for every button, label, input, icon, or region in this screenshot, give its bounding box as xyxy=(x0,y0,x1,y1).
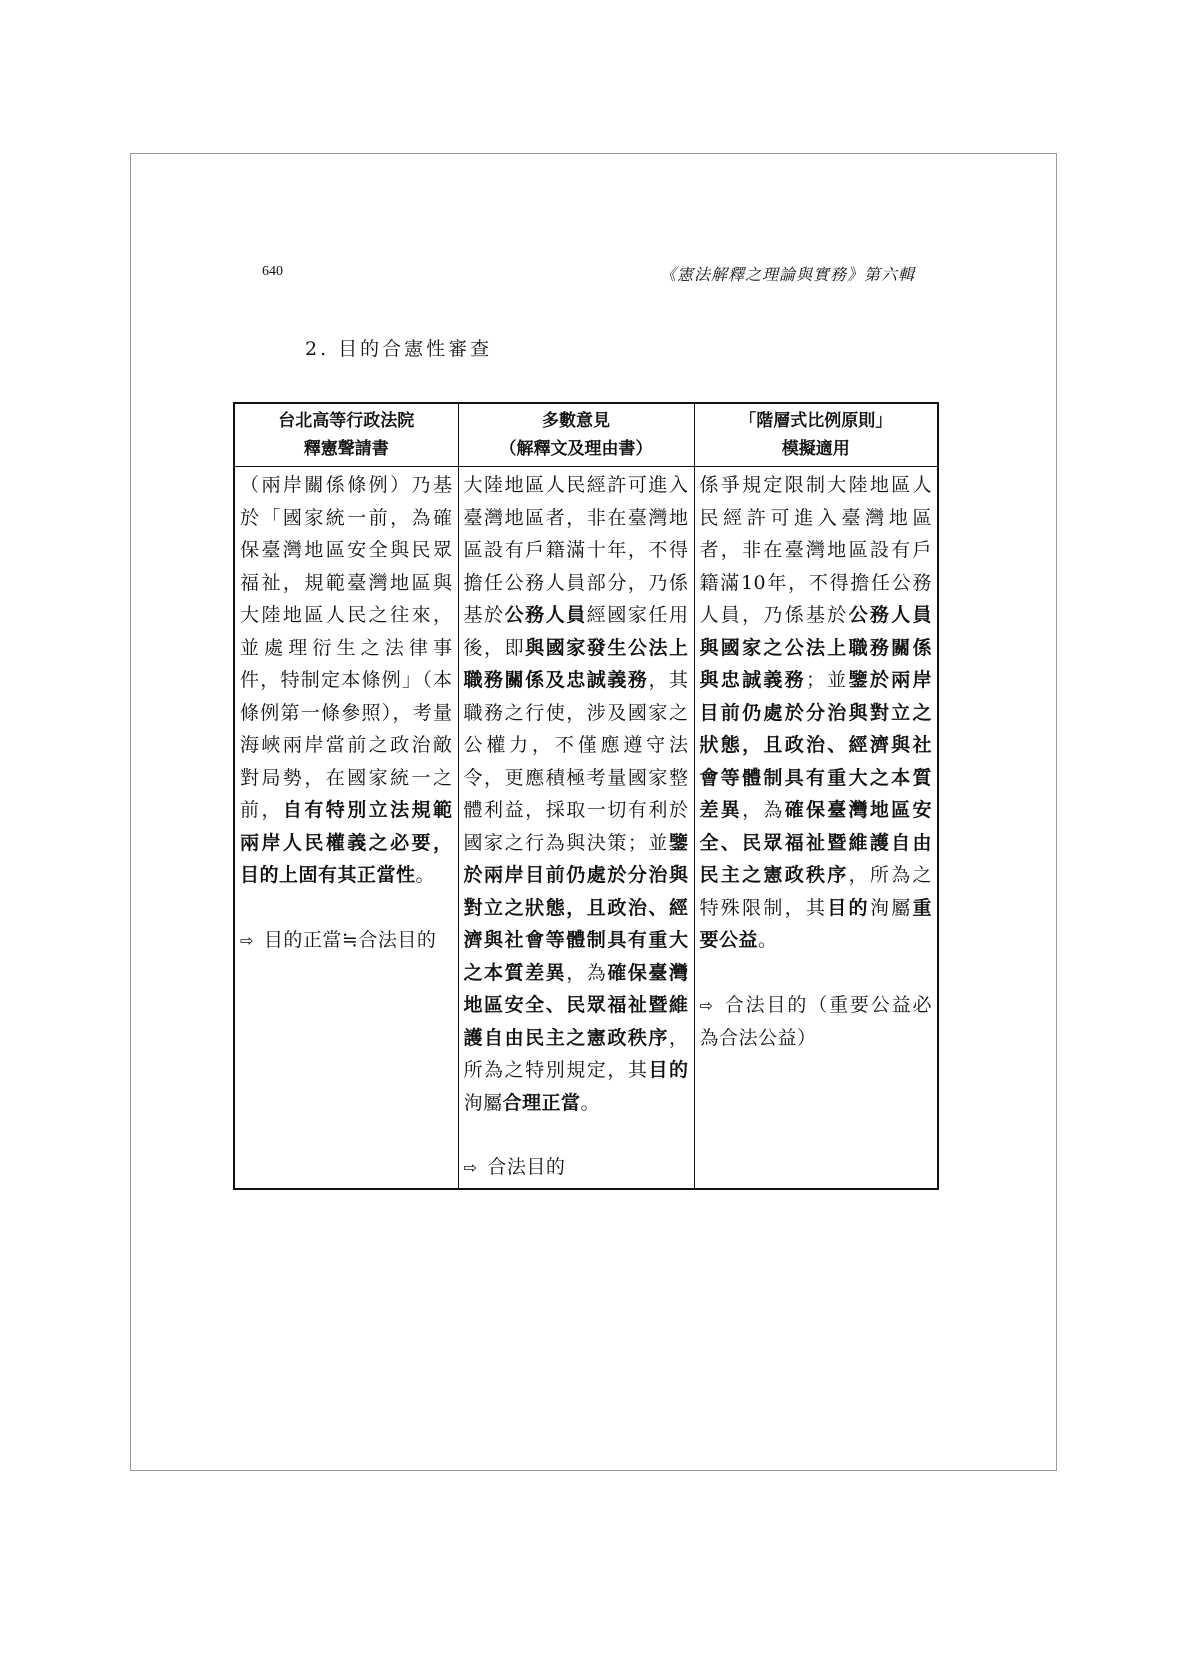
cell-taipei-court xyxy=(234,467,458,1189)
conclusion xyxy=(700,989,933,1055)
text-run: 。 xyxy=(580,1091,601,1114)
header-line: 台北高等行政法院 xyxy=(278,411,415,431)
bold-run: 鑒於兩岸目前仍處於分治與對立之狀態，且政治、經濟與社會等體制具有重大之本質差異 xyxy=(699,669,932,821)
text-run: 經國家任用後，即 xyxy=(463,604,689,659)
text-run: ，其職務之行使，涉及國家之公權力，不僅應遵守法令，更應積極考量國家整體利益，採取一切有利於國家之行為與決策；並 xyxy=(463,669,689,854)
bold-run: 確保臺灣地區安全、民眾福祉暨維護自由民主之憲政秩序 xyxy=(463,961,689,1049)
text-run: 。 xyxy=(415,864,436,886)
cell-body xyxy=(700,469,933,957)
bold-run: 公務人員 xyxy=(504,604,587,626)
book-title: 《憲法解釋之理論與實務》第六輯 xyxy=(659,265,915,284)
cell-body xyxy=(464,469,689,1119)
text-run: 。 xyxy=(758,929,778,951)
text-run: 洵屬 xyxy=(463,1091,503,1114)
header-line: 多數意見 xyxy=(542,411,610,431)
bold-run: 重要公益 xyxy=(699,896,932,951)
header-taipei-court xyxy=(234,403,458,467)
conclusion xyxy=(240,924,453,958)
bold-run: 合理正當 xyxy=(502,1091,581,1114)
arrow-right-icon: ⇨ xyxy=(699,995,714,1015)
header-line: （解釋文及理由書） xyxy=(499,439,653,459)
header-line: 釋憲聲請書 xyxy=(303,439,389,459)
conclusion-text: 合法目的 xyxy=(487,1156,566,1178)
header-line: 模擬適用 xyxy=(781,439,850,459)
page-number: 640 xyxy=(262,264,283,279)
bold-run: 確保臺灣地區安全、民眾福祉暨維護自由民主之憲政秩序 xyxy=(699,799,932,886)
section-title: 2. 目的合憲性審查 xyxy=(305,338,493,360)
text-run: ，所為之特殊限制，其 xyxy=(699,864,932,919)
comparison-table xyxy=(233,402,939,1190)
text-run: 大陸地區人民經許可進入臺灣地區者，非在臺灣地區設有戶籍滿十年，不得擔任公務人員部分，乃係基於 xyxy=(463,474,689,626)
text-run: ；並 xyxy=(805,669,849,691)
cell-body xyxy=(240,469,453,892)
header-majority-opinion xyxy=(458,403,694,467)
cell-majority-opinion xyxy=(458,467,694,1189)
bold-run: 目的 xyxy=(827,896,870,919)
text-run: ，為 xyxy=(742,799,785,821)
bold-run: 公務人員與國家之公法上職務關係與忠誠義務 xyxy=(699,604,932,691)
arrow-right-icon: ⇨ xyxy=(240,930,254,950)
text-run: ，所為之特別規定，其 xyxy=(463,1026,689,1081)
header-line: 「階層式比例原則」 xyxy=(739,411,893,431)
text-run: 洵屬 xyxy=(869,896,913,919)
table-header-row xyxy=(234,403,938,467)
header-hierarchical-proportionality xyxy=(694,403,938,467)
cell-hierarchical-proportionality xyxy=(694,467,938,1189)
bold-run: 與國家發生公法上職務關係及忠誠義務 xyxy=(463,636,689,691)
text-run: 係爭規定限制大陸地區人民經許可進入臺灣地區者，非在臺灣地區設有戶籍滿10年，不得擔任公務人員，乃係基於 xyxy=(699,474,932,626)
conclusion-text: 合法目的（重要公益必為合法公益） xyxy=(699,993,932,1049)
text-run: （兩岸關係條例）乃基於「國家統一前，為確保臺灣地區安全與民眾福祉，規範臺灣地區與大陸地區人民之往來，並處理衍生之法律事件，特制定本條例」（本條例第一條參照），考量海峽兩岸當前之政治敵對局勢，在國家統一之前， xyxy=(240,474,453,821)
conclusion-text: 目的正當≒合法目的 xyxy=(263,928,437,951)
arrow-right-icon: ⇨ xyxy=(463,1158,478,1177)
conclusion xyxy=(464,1151,689,1185)
bold-run: 自有特別立法規範兩岸人民權義之必要，目的上固有其正當性 xyxy=(240,799,453,886)
bold-run: 目的 xyxy=(648,1059,689,1081)
text-run: ，為 xyxy=(566,961,608,984)
bold-run: 鑒於兩岸目前仍處於分治與對立之狀態，且政治、經濟與社會等體制具有重大之本質差異 xyxy=(463,831,689,984)
table-row xyxy=(234,467,938,1189)
